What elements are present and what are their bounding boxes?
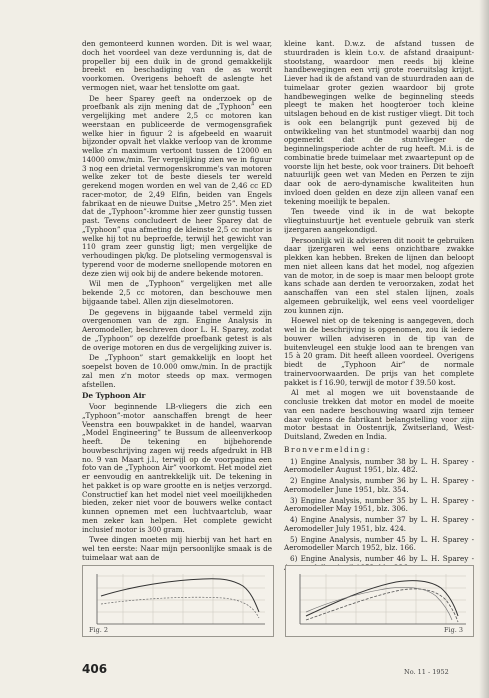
paragraph: Ten tweede vind ik in de wat bekopte vliegtuinstuurtje het eventuele gebruik van sterk ijzergaren aangekondigd.: [284, 207, 474, 234]
left-column: [82, 40, 272, 565]
source-item: 6) Engine Analysis, number 46 by L. H. Sparey -: [290, 554, 474, 563]
paragraph: Hoewel niet op de tekening is aangegeven, doch wel in de beschrijving is opgenomen, zou ik iedere bouwer willen adviseren in de tip van de buitenvleugel een stukje lood aan te brengen van 15 à 20 gram. Dit heeft alleen voordeel. Overigens biedt de „Typhoon Air” de normale trainervoorwaarden. De prijs van het complete pakket is f 16.90, terwijl de motor f 39.50 kost.: [284, 316, 474, 387]
section-heading: De Typhoon Air: [82, 391, 146, 401]
sources-heading: Bronvermelding:: [284, 444, 372, 454]
issue-label: No. 11 - 1952: [404, 668, 449, 676]
figure-3-caption: Fig. 3: [444, 626, 464, 634]
paragraph: Wil men de „Typhoon” vergelijken met alle bekende 2,5 cc motoren, dan beschouwe men bijgaande tabel. Allen zijn dieselmotoren.: [82, 279, 272, 306]
paragraph: den gemonteerd kunnen worden. Dit is wel waar, doch het voordeel van deze verdunning is, dat de propeller bij een duik in de grond gemakkelijk breekt en beschadiging van de as wordt voorkomen. Overigens behoeft de aslengte het vermogen niet, waar het tenslotte om gaat.: [82, 39, 272, 92]
figure-3-power-graph: [285, 565, 474, 637]
source-item: 3) Engine Analysis, number 35 by L. H. Sparey - Aeromodeller May 1951, blz. 306.: [284, 495, 474, 514]
page-number: 406: [82, 662, 108, 676]
paragraph: Al met al mogen we uit bovenstaande de conclusie trekken dat motor en model de moeite van een nadere beschouwing waard zijn temeer daar volgens de fabrikant belangstelling voor zijn motor bestaat in Oostenrijk, Zwitserland, West-Duitsland, Zweden en India.: [284, 388, 474, 441]
paragraph: De heer Sparey geeft na onderzoek op de proefbank als zijn mening dat de „Typhoon” een vergelijking met andere 2,5 cc motoren kan weerstaan en publiceerde de vermogensgrafiek welke hier in figuur 2 is afgebeeld en waaruit bijzonder opvalt het vlakke verloop van de kromme welke z'n maximum vertoont tussen de 12000 en 14000 omw./min. Ter vergelijking zien we in figuur 3 nog een drietal vermogenskromme's van motoren welke zeker tot de beste diesels ter wereld gerekend mogen worden en wel van de 2,46 cc ED racer-motor, de 2,49 Elfin, beiden van Engels fabrikaat en de nieuwe Duitse „Metro 25”. Men ziet dat de „Typhoon”-kromme hier zeer gunstig tussen past. Tevens concludeert de heer Sparey dat de „Typhoon” qua afmeting de kleinste 2,5 cc motor is welke hij tot nu beproefde, terwijl het gewicht van 110 gram zeer gunstig ligt; men vergelijke de verhoudingen pk/kg. De plotseling vermogensval is typerend voor de moderne snellopende motoren en deze zien wij ook bij de andere bekende motoren.: [82, 93, 272, 278]
page-edge-shadow: [479, 0, 489, 698]
figure-2-plot: [83, 566, 273, 636]
source-item: 4) Engine Analysis, number 37 by L. H. Sparey - Aeromodeller July 1951, blz. 424.: [284, 515, 474, 533]
figure-2-caption: Fig. 2: [89, 626, 109, 634]
source-item: 2) Engine Analysis, number 36 by L. H. Sparey - Aeromodeller June 1951, blz. 354.: [284, 476, 474, 494]
paragraph: Twee dingen moeten mij hierbij van het hart en wel ten eerste: Naar mijn persoonlijke smaak is de tuimelaar wat aan de: [82, 535, 272, 562]
paragraph: De gegevens in bijgaande tabel vermeld zijn overgenomen van de zgn. Engine Analysis in Aeromodeller, beschreven door L. H. Sparey, zodat de „Typhoon” op dezelfde proefbank getest is als de overige motoren en dus de vergelijking zuiver is.: [82, 307, 272, 352]
right-column: [284, 40, 474, 575]
paragraph: Persoonlijk wil ik adviseren dit nooit te gebruiken daar ijzergaren wel eens onzichtbare zwakke plekken kan hebben. Breken de lijnen dan beloopt men niet alleen kans dat het model, nog afgezien van de motor, in de soep is maar men beloopt grote kans schade aan derden te veroorzaken, zodat het aanschaffen van een stel stalen lijnen, zoals algemeen gebruikelijk, wel eens veel voordeliger zou kunnen zijn.: [284, 235, 474, 315]
source-item: 1) Engine Analysis, number 38 by L. H. Sparey - Aeromodeller August 1951, blz. 482.: [284, 456, 474, 475]
paragraph: Voor beginnende LB-vliegers die zich een „Typhoon”-motor aanschaffen brengt de heer Veenstra een bouwpakket in de handel, waarvan „Model Engineering” te Bussum de alleenverkoop heeft. De tekening en bijbehorende bouwbeschrijving zagen wij reeds afgedrukt in HB no. 9 van Maart j.l., terwijl op de voorpagina een foto van de „Typhoon Air” voorkomt. Het model ziet er eenvoudig en aantrekkelijk uit. De tekening in het pakket is op ware grootte en is netjes verzorgd. Constructief kan het model niet veel moeilijkheden bieden, zeker niet voor de bouwers welke contact kunnen opnemen met een luchtvaartclub, waar men zeker kan helpen. Het complete gewicht inclusief motor is 300 gram.: [82, 402, 272, 534]
paragraph: De „Typhoon” start gemakkelijk en loopt het soepelst boven de 10.000 omw./min. In de practijk zal men z'n motor steeds op max. vermogen afstellen.: [82, 353, 272, 389]
figure-2-power-graph: [82, 565, 274, 637]
source-item: 5) Engine Analysis, number 45 by L. H. Sparey - Aeromodeller March 1952, blz. 166.: [284, 534, 474, 553]
paragraph: kleine kant. D.w.z. de afstand tussen de stuurdraden is klein t.o.v. de afstand draaipunt-stootstang, waardoor men reeds bij kleine handbewegingen een vrij grote roeruitslag krijgt. Liever had ik de afstand van de stuurdraden aan de tuimelaar groter gezien waardoor bij grote handbewegingen welke de beginneling steeds pleegt te maken het hoogteroer toch kleine uitslagen behoud en de kist rustiger vliegt. Dit toch is ook een belangrijk punt gezeved bij de ontwikkeling van het stuntmodel waarbij dan nog opgemerkt dat de stuntvlieger de beginnelingsperiode achter de rug heeft. M.i. is de combinatie brede tuimelaar met zwaartepunt op de voorste lijn het beste, ook voor trainers. Dit behoeft natuurlijk geen wet van Meden en Perzen te zijn daar ook de aero-dynamische kwaliteiten hun invloed doen gelden en deze zijn alleen vanaf een tekening moeilijk te bepalen.: [284, 39, 474, 206]
